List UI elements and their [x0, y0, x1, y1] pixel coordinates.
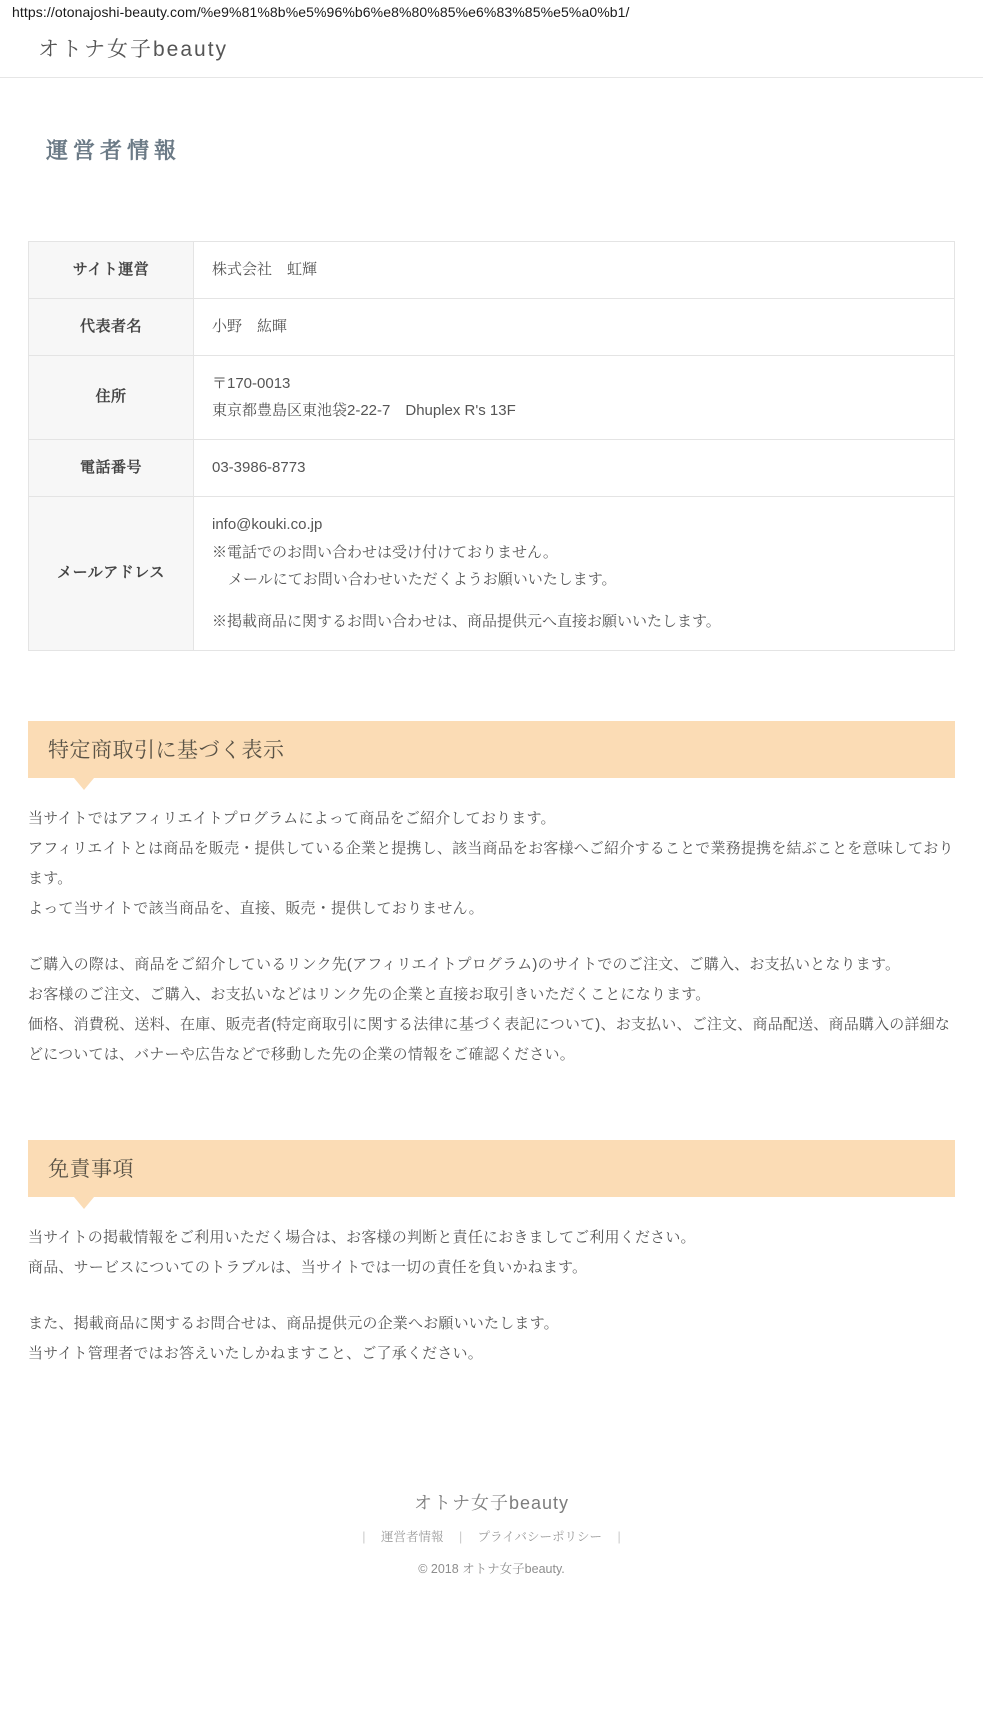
- footer-links: [0, 1527, 983, 1545]
- email-address: info@kouki.co.jp: [212, 515, 323, 533]
- section-heading-tokuteishou: 特定商取引に基づく表示: [28, 721, 955, 778]
- footer-copyright: © 2018 オトナ女子beauty.: [418, 1561, 565, 1576]
- section-body-menseki: [28, 1223, 955, 1369]
- footer-divider: |: [617, 1529, 621, 1544]
- table-row: [29, 298, 955, 355]
- paragraph: 当サイトではアフィリエイトプログラムによって商品をご紹介しております。 アフィリエイトとは商品を販売・提供している企業と提携し、該当商品をお客様へご紹介することで業務提携を結ぶことを意味しております。 よって当サイトで該当商品を、直接、販売・提供しておりません。: [28, 809, 954, 917]
- table-row: [29, 355, 955, 440]
- table-row: [29, 440, 955, 497]
- page-title: 運営者情報: [46, 138, 182, 163]
- email-note-no-phone: ※電話でのお問い合わせは受け付けておりません。: [212, 543, 558, 561]
- page-content: [0, 134, 983, 1369]
- operator-info-table: [28, 241, 955, 651]
- table-row: [29, 242, 955, 299]
- row-label-representative: 代表者名: [29, 298, 194, 355]
- row-value-site-operator: 株式会社 虹輝: [194, 242, 955, 299]
- footer-site-title: オトナ女子beauty: [413, 1492, 570, 1513]
- site-footer: [0, 1489, 983, 1603]
- section-body-tokuteishou: [28, 804, 955, 1070]
- row-label-phone: 電話番号: [29, 440, 194, 497]
- footer-link-privacy-policy[interactable]: プライバシーポリシー: [477, 1529, 603, 1544]
- site-title[interactable]: オトナ女子beauty: [38, 38, 229, 61]
- row-value-phone: 03-3986-8773: [194, 440, 955, 497]
- section-heading-menseki: 免責事項: [28, 1140, 955, 1197]
- paragraph: ご購入の際は、商品をご紹介しているリンク先(アフィリエイトプログラム)のサイトでのご注文、ご購入、お支払いとなります。 お客様のご注文、ご購入、お支払いなどはリンク先の企業と直接お取引きいただくことになります。 価格、消費税、送料、在庫、販売者(特定商取引に関する法律に基づく表記について)、お支払い、ご注文、商品配送、商品購入の詳細などについては、バナーや広告などで移動した先の企業の情報をご確認ください。: [28, 955, 951, 1063]
- browser-url-bar[interactable]: https://otonajoshi-beauty.com/%e9%81%8b%e5%96%b6%e8%80%85%e6%83%85%e5%a0%b1/: [12, 4, 630, 20]
- table-row: [29, 496, 955, 650]
- email-note-use-mail: メールにてお問い合わせいただくようお願いいたします。: [228, 571, 617, 589]
- paragraph: 当サイトの掲載情報をご利用いただく場合は、お客様の判断と責任におきましてご利用ください。 商品、サービスについてのトラブルは、当サイトでは一切の責任を負いかねます。: [28, 1228, 696, 1276]
- footer-divider: |: [362, 1529, 366, 1544]
- row-label-site-operator: サイト運営: [29, 242, 194, 299]
- email-note-spacer: [212, 594, 936, 608]
- row-label-email: メールアドレス: [29, 496, 194, 650]
- row-label-address: 住所: [29, 355, 194, 440]
- row-value-email: [194, 496, 955, 650]
- footer-link-operator-info[interactable]: 運営者情報: [380, 1529, 444, 1544]
- paragraph: また、掲載商品に関するお問合せは、商品提供元の企業へお願いいたします。 当サイト管理者ではお答えいたしかねますこと、ご了承ください。: [28, 1314, 559, 1362]
- footer-divider: |: [458, 1529, 463, 1544]
- email-note-product-inquiry: ※掲載商品に関するお問い合わせは、商品提供元へ直接お願いいたします。: [212, 613, 721, 630]
- address-street: 東京都豊島区東池袋2-22-7 Dhuplex R's 13F: [212, 402, 516, 420]
- row-value-address: [194, 355, 955, 440]
- site-header: [0, 23, 983, 78]
- row-value-representative: 小野 紘暉: [194, 298, 955, 355]
- address-postal-code: 〒170-0013: [212, 374, 291, 392]
